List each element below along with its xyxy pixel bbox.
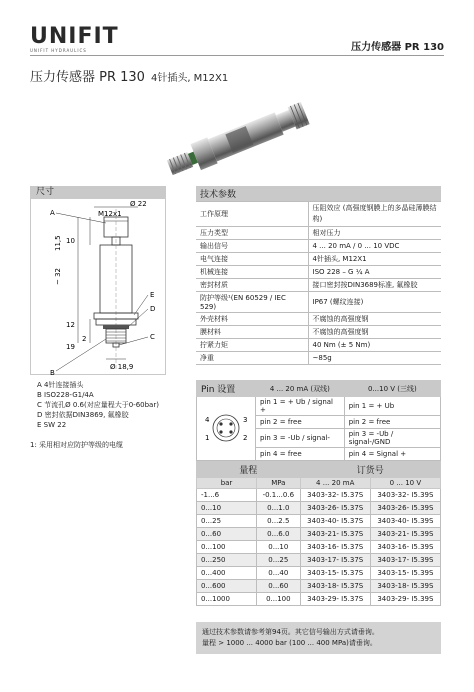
header-divider (30, 55, 444, 56)
logo-text: UNIFIT (30, 24, 119, 49)
order-table (196, 461, 441, 606)
pin-label-4: 4 (205, 415, 210, 424)
dim-label-19: 19 (66, 343, 75, 351)
table-row: 0...100 0...10 3403-16- I5.37S 3403-16- I5.39S (197, 541, 441, 554)
title-sub: 4针插头, M12X1 (150, 73, 229, 84)
pin-col-v: 0...10 V (三线) (344, 381, 440, 397)
pin-table (196, 380, 441, 461)
legend-item: A 4针连接插头 (37, 381, 84, 389)
dimension-drawing (30, 199, 166, 375)
callout-b: B (50, 369, 55, 375)
title-main: 压力传感器 PR 130 (30, 70, 145, 85)
table-row: 拧紧力矩 40 Nm (± 5 Nm) (196, 339, 441, 352)
dim-label-d18-9: Ø 18,9 (110, 363, 134, 371)
dim-label-d22: Ø 22 (130, 200, 147, 208)
pin-col-ma: 4 ... 20 mA (双线) (256, 381, 345, 397)
dim-label-32: ~ 32 (54, 268, 62, 285)
col-mpa: MPa (257, 478, 301, 489)
table-row: 输出信号 4 ... 20 mA / 0 ... 10 VDC (196, 240, 441, 253)
dim-label-m12: M12x1 (98, 210, 122, 218)
legend-item: B ISO228-G1/4A (37, 391, 94, 399)
header-product-name: 压力传感器 PR 130 (351, 42, 444, 53)
dim-label-11-5: 11,5 (54, 235, 62, 251)
dim-label-12: 12 (66, 321, 75, 329)
table-row: 0...250 0...25 3403-17- I5.37S 3403-17- I5.39S (197, 554, 441, 567)
note-box (196, 622, 441, 654)
logo (30, 24, 119, 53)
dim-label-10: 10 (66, 237, 75, 245)
note-line-1: 通过技术参数请参考第94页。其它信号输出方式请垂询。 (202, 628, 379, 636)
pin-label-3: 3 (243, 415, 248, 424)
table-row: 0...60 0...6.0 3403-21- I5.37S 3403-21- I5.39S (197, 528, 441, 541)
col-bar: bar (197, 478, 257, 489)
table-row: 压力类型 相对压力 (196, 227, 441, 240)
pin-diagram (197, 397, 256, 461)
table-row: 0...1000 0...100 3403-29- I5.37S 3403-29- I5.39S (197, 593, 441, 606)
pin-label-2: 2 (243, 433, 248, 442)
table-row: 膜材料 不腐蚀的高强度钢 (196, 326, 441, 339)
legend-item: D 密封依据DIN3869, 氟橡胶 (37, 411, 129, 419)
table-row: 电气连接 4针插头, M12X1 (196, 253, 441, 266)
col-ma: 4 ... 20 mA (300, 478, 370, 489)
table-row: 0...400 0...40 3403-15- I5.37S 3403-15- I5.39S (197, 567, 441, 580)
pin-label-1: 1 (205, 433, 210, 442)
pressure-sensor-image (158, 84, 318, 184)
table-row: 0...25 0...2.5 3403-40- I5.37S 3403-40- I5.39S (197, 515, 441, 528)
table-row: -1...6 -0.1...0.6 3403-32- I5.37S 3403-32- I5.39S (197, 489, 441, 502)
callout-a: A (50, 209, 55, 217)
legend-item: C 节流孔Ø 0.6(对应量程大于0-60bar) (37, 401, 159, 409)
table-row: 4 3 1 2 pin 1 = + Ub / signal + pin 1 = + Ub (197, 397, 441, 416)
tech-heading: 技术参数 (196, 186, 308, 202)
table-row: 防护等级¹(EN 60529 / IEC 529) IP67 (螺纹连接) (196, 292, 441, 313)
order-range-heading: 量程 (197, 462, 301, 478)
dimension-legend (37, 380, 159, 430)
table-row: 机械连接 ISO 228 – G ¼ A (196, 266, 441, 279)
order-number-heading: 订货号 (300, 462, 440, 478)
pin-heading: Pin 设置 (197, 381, 256, 397)
dim-label-2: 2 (82, 335, 87, 343)
note-line-2: 量程 > 1000 ... 4000 bar (100 ... 400 MPa)请垂询。 (202, 639, 377, 647)
table-row: 工作原理 压阻效应 (高强度钢膜上的多晶硅薄膜结构) (196, 202, 441, 227)
table-row: 密封材质 接口密封按DIN3689标准, 氟橡胶 (196, 279, 441, 292)
logo-subtitle: UNIFIT HYDRAULICS (30, 48, 87, 53)
table-row: 净重 ~85g (196, 352, 441, 365)
table-row: 0...600 0...60 3403-18- I5.37S 3403-18- I5.39S (197, 580, 441, 593)
callout-d: D (150, 305, 156, 313)
dimensions-heading: 尺寸 (30, 186, 166, 199)
table-row: 外壳材料 不腐蚀的高强度钢 (196, 313, 441, 326)
tech-params-table (196, 186, 441, 365)
table-row: pin 4 = free pin 4 = Signal + (197, 448, 441, 461)
table-row: 0...10 0...1.0 3403-26- I5.37S 3403-26- I5.39S (197, 502, 441, 515)
callout-c: C (150, 333, 155, 341)
table-row: pin 2 = free pin 2 = free (197, 416, 441, 429)
callout-e: E (150, 291, 155, 299)
page-title (30, 66, 228, 85)
col-v: 0 ... 10 V (370, 478, 440, 489)
table-row: pin 3 = -Ub / signal- pin 3 = -Ub / signal-/GND (197, 429, 441, 448)
footnote: 1: 采用相对应防护等级的电缆 (30, 441, 124, 449)
legend-item: E SW 22 (37, 421, 67, 429)
